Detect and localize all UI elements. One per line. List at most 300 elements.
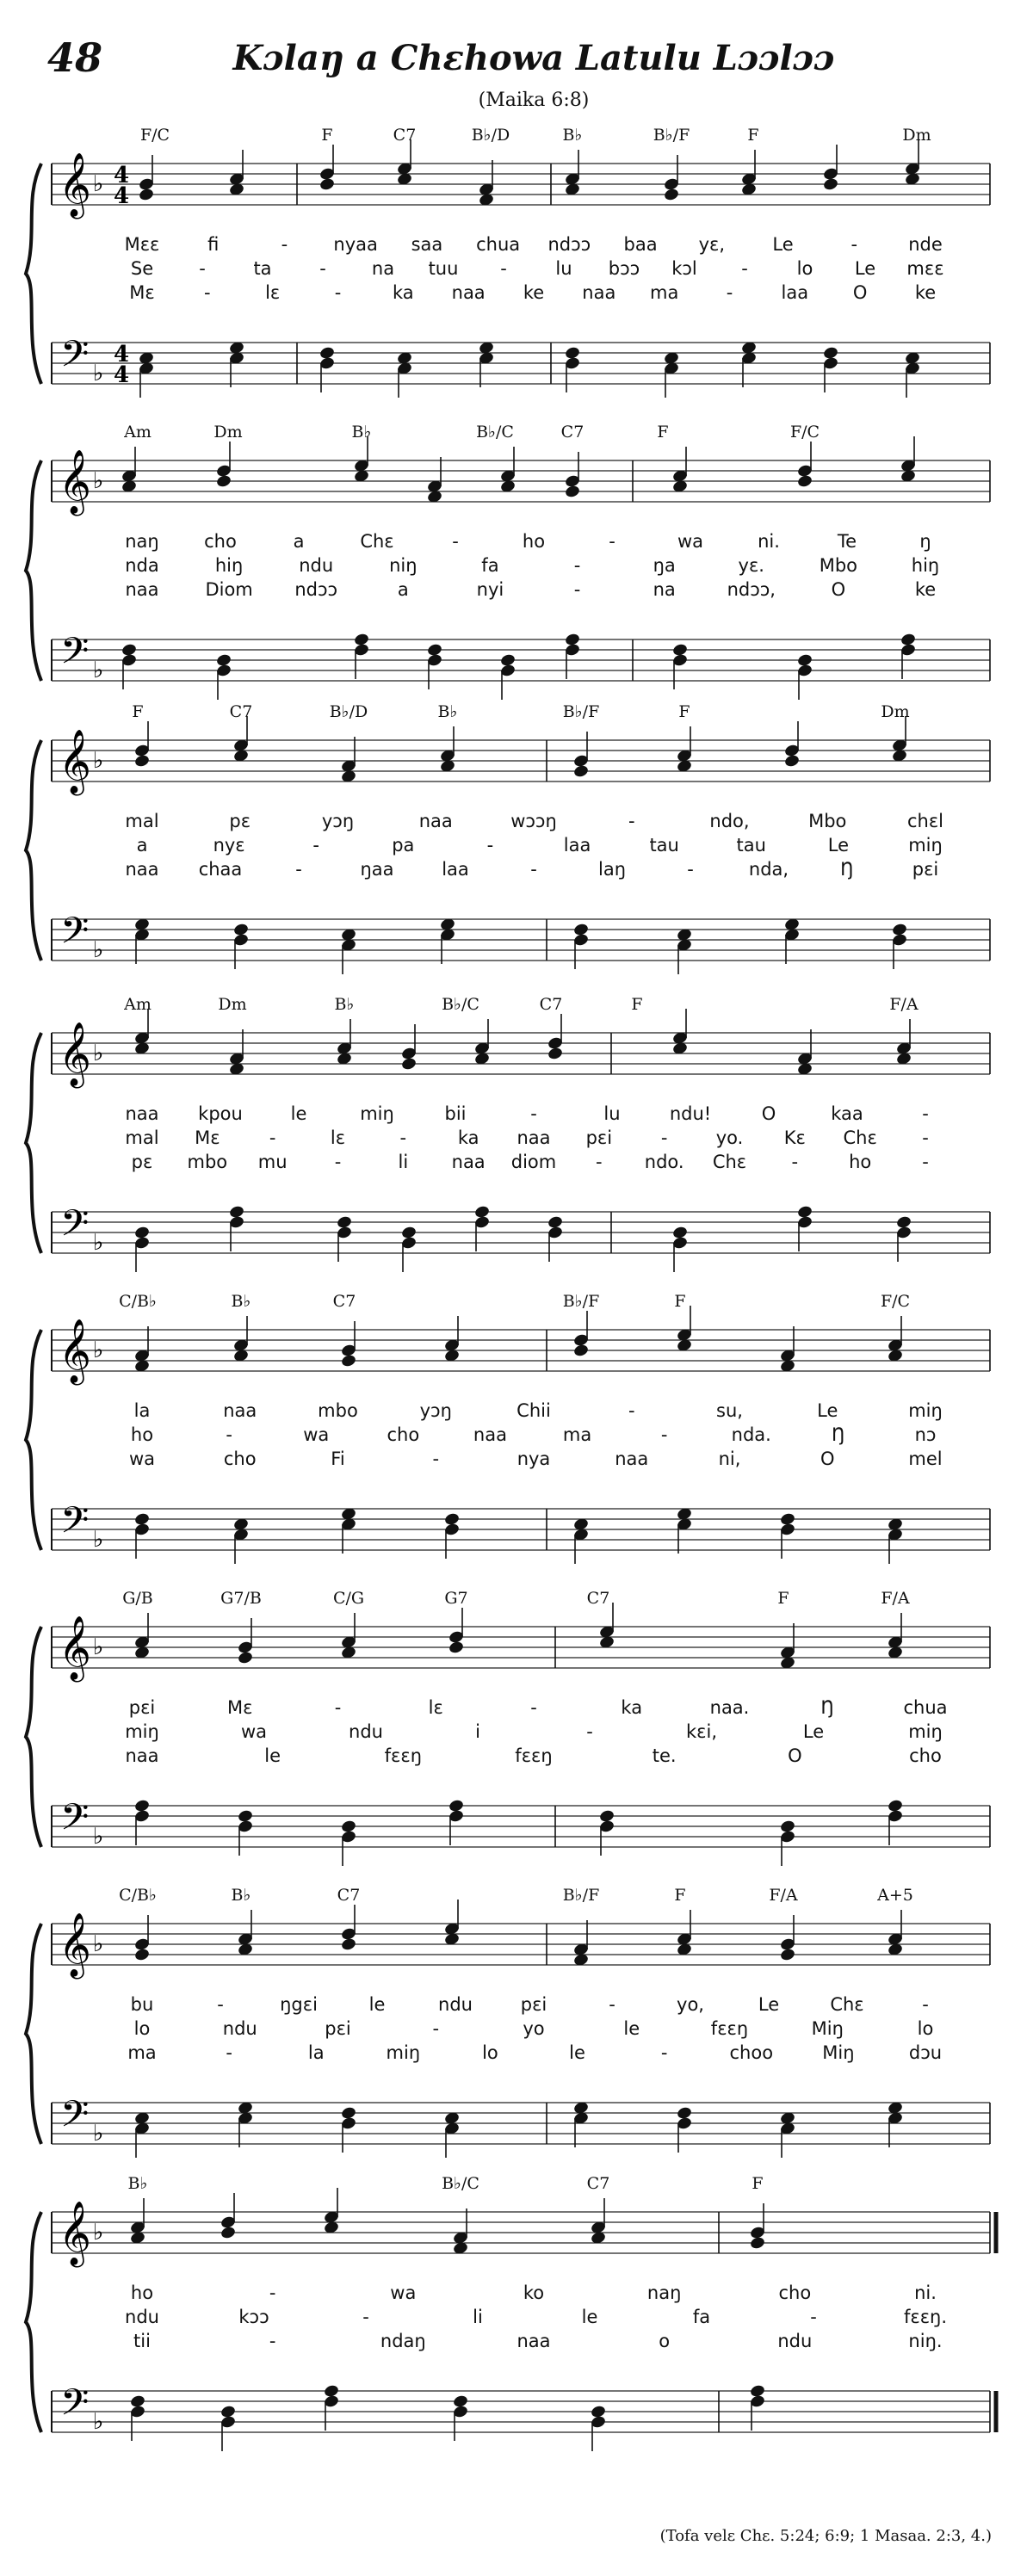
lyric-verse-1: lɛ	[428, 1697, 443, 1718]
lyric-verse-1: yɔŋ	[419, 1400, 452, 1421]
treble-clef-icon: 𝄞	[59, 450, 91, 514]
lyric-verse-2: kɔɔ	[238, 2307, 269, 2327]
note-head	[340, 2106, 356, 2121]
note-head	[129, 2394, 145, 2409]
treble-clef-icon: 𝄞	[59, 153, 91, 217]
music-system-7	[0, 1886, 1033, 2173]
chord-symbol: G/B	[122, 1589, 153, 1608]
lyric-verse-3: O	[788, 1745, 802, 1766]
chord-symbol: B♭/F	[562, 1292, 600, 1311]
chord-symbol: C/B♭	[119, 1292, 157, 1311]
lyric-verse-2: mɛɛ	[906, 258, 944, 279]
lyric-verse-3: -	[922, 1152, 929, 1172]
lyric-verse-3: laa	[781, 282, 809, 303]
key-flat-icon: ♭	[93, 171, 104, 197]
lyric-verse-3: mel	[908, 1449, 943, 1469]
key-flat-icon: ♭	[93, 1230, 104, 1256]
chord-symbol: B♭/C	[476, 423, 514, 442]
lyric-verse-1: kpou	[198, 1103, 243, 1124]
lyric-verse-2: -	[269, 1127, 276, 1148]
lyric-verse-2: Chɛ	[843, 1127, 877, 1148]
lyric-verse-3: Chɛ	[712, 1152, 747, 1172]
lyric-verse-1: -	[922, 1103, 929, 1124]
lyric-verse-2: ta	[253, 258, 272, 279]
note-head	[228, 1205, 244, 1220]
lyric-verse-1: -	[922, 1994, 929, 2015]
lyric-verse-2: Le	[827, 835, 850, 856]
lyric-verse-1: nyaa	[333, 234, 378, 255]
lyric-verse-2: pɛi	[325, 2018, 351, 2039]
lyric-verse-1: su,	[716, 1400, 743, 1421]
time-signature-top: 4	[114, 342, 130, 368]
lyric-verse-1: naa	[125, 1103, 159, 1124]
lyric-verse-3: ma	[649, 282, 679, 303]
lyric-verse-2: lo	[133, 2018, 151, 2039]
note-head	[590, 2405, 606, 2419]
bass-clef-icon: 𝄢	[60, 630, 90, 682]
lyric-verse-3: -	[204, 282, 211, 303]
lyric-verse-2: mal	[125, 1127, 159, 1148]
lyric-verse-2: pɛi	[585, 1127, 613, 1148]
chord-symbol: B♭	[437, 702, 458, 721]
note-head	[133, 1799, 150, 1813]
lyric-verse-1: mal	[125, 811, 159, 831]
lyric-verse-1: la	[133, 1400, 151, 1421]
lyric-verse-3: nda,	[748, 859, 789, 880]
lyric-verse-1: pɛi	[128, 1697, 156, 1718]
lyric-verse-1: chɛl	[906, 811, 944, 831]
system-brace	[26, 1330, 41, 1550]
lyric-verse-2: Mbo	[819, 555, 858, 576]
staff-graphics	[0, 1295, 1033, 1579]
lyric-verse-1: chua	[903, 1697, 948, 1718]
bass-clef-icon: 𝄢	[60, 2093, 90, 2145]
lyric-verse-2: -	[399, 1127, 407, 1148]
lyric-verse-3: ke	[914, 282, 937, 303]
lyric-verse-2: -	[319, 258, 326, 279]
lyric-verse-2: kɛi,	[685, 1721, 718, 1742]
chord-symbol: F/A	[889, 995, 919, 1014]
lyric-verse-3: le	[569, 2042, 585, 2063]
lyric-verse-3: o	[659, 2331, 671, 2351]
lyric-verse-2: miŋ	[908, 1721, 943, 1742]
system-brace	[26, 2212, 41, 2432]
lyric-verse-2: wa	[303, 1424, 330, 1445]
lyric-verse-2: -	[500, 258, 507, 279]
note-head	[220, 2405, 236, 2419]
note-head	[133, 1226, 150, 1240]
bass-clef-icon: 𝄢	[60, 1202, 90, 1254]
lyric-verse-1: kaa	[831, 1103, 863, 1124]
lyric-verse-1: -	[530, 1697, 537, 1718]
note-head	[779, 1512, 795, 1527]
hymn-number: 48	[47, 34, 103, 81]
note-head	[572, 923, 589, 937]
lyric-verse-2: ndu	[222, 2018, 257, 2039]
lyric-verse-2: -	[199, 258, 206, 279]
chord-symbol: B♭/C	[442, 995, 479, 1014]
lyric-verse-2: -	[486, 835, 494, 856]
lyric-verse-3: O	[852, 282, 868, 303]
lyric-verse-3: a	[397, 579, 409, 600]
lyric-verse-1: -	[628, 811, 635, 831]
lyric-verse-1: bu	[130, 1994, 154, 2015]
lyric-verse-1: fi	[207, 234, 220, 255]
chord-symbol: C7	[560, 423, 585, 442]
chord-symbol: F	[747, 126, 759, 145]
lyric-verse-3: naa	[125, 1745, 159, 1766]
time-signature-bottom: 4	[114, 362, 130, 388]
lyric-verse-1: ho	[522, 531, 546, 552]
lyric-verse-1: ndɔɔ	[547, 234, 591, 255]
key-flat-icon: ♭	[93, 1931, 104, 1957]
lyric-verse-2: le	[623, 2018, 640, 2039]
lyric-verse-3: cho	[223, 1449, 257, 1469]
lyric-verse-3: laŋ	[597, 859, 627, 880]
chord-symbol: F/A	[881, 1589, 910, 1608]
chord-symbol: C7	[393, 126, 417, 145]
lyric-verse-3: ke	[914, 579, 937, 600]
lyric-verse-3: Miŋ	[822, 2042, 855, 2063]
lyric-verse-2: Miŋ	[811, 2018, 844, 2039]
chord-symbol: Dm	[902, 126, 931, 145]
key-flat-icon: ♭	[93, 468, 104, 494]
staff-graphics	[0, 129, 1033, 413]
lyric-verse-3: naa	[516, 2331, 551, 2351]
chord-symbol: Am	[124, 995, 152, 1014]
lyric-verse-2: laa	[563, 835, 591, 856]
note-head	[323, 2384, 339, 2399]
lyric-verse-1: nde	[908, 234, 943, 255]
lyric-verse-3: -	[660, 2042, 668, 2063]
lyric-verse-1: naa.	[709, 1697, 750, 1718]
chord-symbol: B♭	[562, 126, 583, 145]
note-head	[671, 1226, 688, 1240]
lyric-verse-2: tau	[736, 835, 766, 856]
chord-symbol: B♭	[231, 1886, 251, 1905]
note-head	[891, 923, 907, 937]
lyric-verse-2: miŋ	[908, 835, 943, 856]
chord-symbol: F	[321, 126, 333, 145]
lyric-verse-3: lɛ	[265, 282, 281, 303]
lyric-verse-3: -	[226, 2042, 232, 2063]
lyric-verse-1: miŋ	[908, 1400, 943, 1421]
note-head	[749, 2384, 765, 2399]
lyric-verse-1: naa	[418, 811, 453, 831]
bass-clef-icon: 𝄢	[60, 1796, 90, 1848]
lyric-verse-2: -	[312, 835, 320, 856]
key-flat-icon: ♭	[93, 1527, 104, 1553]
lyric-verse-1: -	[628, 1400, 635, 1421]
lyric-verse-2: -	[660, 1127, 668, 1148]
chord-symbol: Dm	[213, 423, 243, 442]
lyric-verse-2: naa	[516, 1127, 551, 1148]
key-flat-icon: ♭	[93, 361, 104, 386]
lyric-verse-3: ndɔɔ	[294, 579, 338, 600]
note-head	[473, 1205, 490, 1220]
music-system-5	[0, 1292, 1033, 1579]
note-head	[319, 346, 335, 361]
lyric-verse-1: baa	[623, 234, 658, 255]
lyric-verse-1: -	[334, 1697, 342, 1718]
lyric-verse-3: ŋaa	[360, 859, 394, 880]
chord-symbol: F/C	[139, 126, 170, 145]
lyric-verse-2: miŋ	[125, 1721, 159, 1742]
lyric-verse-2: -	[922, 1127, 929, 1148]
lyric-verse-3: lo	[482, 2042, 498, 2063]
lyric-verse-3: naa	[582, 282, 616, 303]
lyric-verse-2: niŋ	[389, 555, 418, 576]
chord-symbol: G7	[444, 1589, 468, 1608]
note-head	[564, 633, 580, 647]
lyric-verse-3: fɛɛŋ	[384, 1745, 423, 1766]
note-head	[232, 923, 249, 937]
chord-symbol: C7	[586, 1589, 610, 1608]
chord-symbol: F	[657, 423, 669, 442]
music-system-6	[0, 1589, 1033, 1876]
chord-symbol: B♭	[231, 1292, 251, 1311]
lyric-verse-1: -	[452, 531, 459, 552]
system-brace	[26, 1033, 41, 1253]
lyric-verse-1: -	[281, 234, 288, 255]
lyric-verse-1: lu	[603, 1103, 621, 1124]
chord-symbol: B♭/D	[329, 702, 368, 721]
treble-clef-icon: 𝄞	[59, 1022, 91, 1086]
lyric-verse-1: Mbo	[808, 811, 847, 831]
lyric-verse-2: fa	[481, 555, 499, 576]
chord-symbol: F	[674, 1886, 686, 1905]
lyric-verse-1: bii	[444, 1103, 467, 1124]
chord-symbol: Dm	[218, 995, 247, 1014]
note-head	[336, 1215, 352, 1230]
lyric-verse-2: hiŋ	[214, 555, 244, 576]
lyric-verse-2: -	[586, 1721, 593, 1742]
system-brace	[26, 460, 41, 681]
lyric-verse-3: ma	[127, 2042, 157, 2063]
lyric-verse-1: pɛi	[520, 1994, 547, 2015]
note-head	[598, 1809, 615, 1824]
lyric-verse-1: mbo	[318, 1400, 358, 1421]
lyric-verse-2: -	[660, 1424, 668, 1445]
lyric-verse-2: lu	[555, 258, 572, 279]
treble-clef-icon: 𝄞	[59, 1616, 91, 1680]
lyric-verse-3: -	[334, 282, 342, 303]
treble-clef-icon: 𝄞	[59, 2202, 91, 2265]
lyric-verse-1: Chɛ	[830, 1994, 864, 2015]
chord-symbol: C7	[332, 1292, 356, 1311]
lyric-verse-1: Chɛ	[360, 531, 394, 552]
note-head	[499, 653, 516, 668]
lyric-verse-2: ndu	[299, 555, 334, 576]
lyric-verse-2: yo.	[715, 1127, 744, 1148]
note-head	[796, 653, 813, 668]
cross-reference-footer: (Tofa velɛ Chɛ. 5:24; 6:9; 1 Masaa. 2:3, 4.)	[659, 2527, 992, 2545]
lyric-verse-1: ni.	[914, 2283, 937, 2303]
chord-symbol: A+5	[877, 1886, 913, 1905]
lyric-verse-1: miŋ	[360, 1103, 394, 1124]
lyric-verse-1: cho	[204, 531, 237, 552]
lyric-verse-2: Se	[130, 258, 154, 279]
lyric-verse-3: laa	[442, 859, 469, 880]
lyric-verse-2: Le	[854, 258, 876, 279]
note-head	[895, 1215, 912, 1230]
lyric-verse-3: Diom	[205, 579, 253, 600]
chord-symbol: B♭	[127, 2174, 148, 2193]
treble-clef-icon: 𝄞	[59, 1319, 91, 1383]
chord-symbol: Am	[124, 423, 152, 442]
lyric-verse-3: -	[596, 1152, 603, 1172]
note-head	[443, 1512, 460, 1527]
note-head	[448, 1799, 464, 1813]
lyric-verse-3: te.	[652, 1745, 677, 1766]
chord-symbol: Dm	[881, 702, 910, 721]
chord-symbol: C7	[337, 1886, 361, 1905]
lyric-verse-3: wa	[128, 1449, 156, 1469]
key-flat-icon: ♭	[93, 2409, 104, 2435]
lyric-verse-2: kɔl	[671, 258, 697, 279]
lyric-verse-1: ndo,	[709, 811, 750, 831]
lyric-verse-3: Fi	[331, 1449, 345, 1469]
lyric-verse-3: chaa	[198, 859, 243, 880]
note-head	[215, 653, 232, 668]
music-system-3	[0, 702, 1033, 990]
lyric-verse-3: niŋ.	[908, 2331, 943, 2351]
lyric-verse-3: mbo	[187, 1152, 228, 1172]
lyric-verse-3: -	[726, 282, 733, 303]
lyric-verse-2: nda	[125, 555, 159, 576]
chord-symbol: F	[674, 1292, 686, 1311]
lyric-verse-2: -	[226, 1424, 232, 1445]
chord-symbol: F/C	[880, 1292, 911, 1311]
key-flat-icon: ♭	[93, 937, 104, 963]
lyric-verse-1: a	[293, 531, 305, 552]
key-flat-icon: ♭	[93, 1634, 104, 1660]
lyric-verse-1: ŋ	[919, 531, 931, 552]
lyric-verse-2: li	[473, 2307, 483, 2327]
lyric-verse-1: Te	[837, 531, 857, 552]
lyric-verse-2: fɛɛŋ.	[903, 2307, 948, 2327]
lyric-verse-2: ho	[130, 1424, 154, 1445]
bass-clef-icon: 𝄢	[60, 2381, 90, 2433]
key-flat-icon: ♭	[93, 658, 104, 683]
lyric-verse-1: Chii	[516, 1400, 551, 1421]
chord-symbol: F	[631, 995, 643, 1014]
lyric-verse-2: lo	[796, 258, 813, 279]
chord-symbol: B♭/F	[562, 1886, 600, 1905]
chord-symbol: B♭/C	[442, 2174, 479, 2193]
lyric-verse-3: ho	[849, 1152, 872, 1172]
note-head	[426, 643, 442, 658]
lyric-verse-3: choo	[729, 2042, 774, 2063]
lyric-verse-3: Mɛ	[129, 282, 155, 303]
chord-symbol: B♭	[334, 995, 355, 1014]
bass-clef-icon: 𝄢	[60, 333, 90, 385]
lyric-verse-2: pa	[392, 835, 415, 856]
lyric-verse-2: fɛɛŋ	[710, 2018, 749, 2039]
lyric-verse-3: le	[264, 1745, 281, 1766]
lyric-verse-3: cho	[909, 1745, 942, 1766]
lyric-verse-3: naa	[125, 579, 159, 600]
lyric-verse-2: nyɛ	[213, 835, 245, 856]
lyric-verse-3: fɛɛŋ	[515, 1745, 553, 1766]
lyric-verse-1: saa	[411, 234, 443, 255]
lyric-verse-2: Ŋ	[832, 1424, 845, 1445]
lyric-verse-3: -	[269, 2331, 276, 2351]
lyric-verse-3: nyi	[476, 579, 504, 600]
scripture-reference: (Maika 6:8)	[478, 90, 590, 111]
lyric-verse-1: chua	[476, 234, 521, 255]
lyric-verse-3: -	[295, 859, 302, 880]
lyric-verse-3: nya	[516, 1449, 551, 1469]
lyric-verse-2: ndu	[125, 2307, 159, 2327]
lyric-verse-3: -	[687, 859, 694, 880]
chord-symbol: F/A	[769, 1886, 798, 1905]
lyric-verse-1: yɛ,	[698, 234, 726, 255]
lyric-verse-1: ka	[621, 1697, 643, 1718]
key-flat-icon: ♭	[93, 2121, 104, 2147]
lyric-verse-2: lɛ	[330, 1127, 346, 1148]
lyric-verse-3: miŋ	[386, 2042, 421, 2063]
lyric-verse-1: -	[609, 531, 615, 552]
lyric-verse-1: -	[217, 1994, 224, 2015]
note-head	[671, 643, 688, 658]
note-head	[353, 633, 369, 647]
music-system-8	[0, 2174, 1033, 2462]
lyric-verse-3: -	[573, 579, 581, 600]
bass-clef-icon: 𝄢	[60, 910, 90, 961]
lyric-verse-1: naŋ	[125, 531, 159, 552]
lyric-verse-2: le	[581, 2307, 598, 2327]
system-brace	[26, 164, 41, 384]
lyric-verse-3: naa	[615, 1449, 649, 1469]
note-head	[900, 633, 916, 647]
chord-symbol: C/B♭	[119, 1886, 157, 1905]
chord-symbol: G7/B	[220, 1589, 262, 1608]
lyric-verse-3: ndu	[777, 2331, 813, 2351]
lyric-verse-1: Mɛɛ	[124, 234, 160, 255]
lyric-verse-2: cho	[387, 1424, 420, 1445]
chord-symbol: B♭/F	[562, 702, 600, 721]
lyric-verse-2: ma	[562, 1424, 592, 1445]
lyric-verse-3: -	[334, 1152, 342, 1172]
lyric-verse-1: yo,	[677, 1994, 704, 2015]
lyric-verse-2: lo	[917, 2018, 934, 2039]
lyric-verse-1: -	[609, 1994, 615, 2015]
lyric-verse-3: ni,	[718, 1449, 741, 1469]
key-flat-icon: ♭	[93, 1041, 104, 1066]
lyric-verse-3: O	[820, 1449, 835, 1469]
note-head	[887, 1799, 903, 1813]
staff-graphics	[0, 1889, 1033, 2173]
lyric-verse-3: dɔu	[908, 2042, 943, 2063]
lyric-verse-2: -	[810, 2307, 817, 2327]
lyric-verse-3: naa	[451, 1152, 486, 1172]
note-head	[121, 643, 137, 658]
lyric-verse-3: naa	[125, 859, 159, 880]
hymn-title: Kɔlaŋ a Chɛhowa Latulu Lɔɔlɔɔ	[232, 38, 835, 78]
lyric-verse-1: ko	[523, 2283, 545, 2303]
lyric-verse-3: ndɔɔ,	[727, 579, 776, 600]
lyric-verse-1: Ŋ	[820, 1697, 835, 1718]
lyric-verse-2: yɛ.	[738, 555, 764, 576]
note-head	[400, 1226, 417, 1240]
chord-symbol: F/C	[789, 423, 820, 442]
system-brace	[26, 1924, 41, 2144]
lyric-verse-1: Le	[772, 234, 794, 255]
time-signature-top: 4	[114, 163, 130, 188]
lyric-verse-1: -	[530, 1103, 537, 1124]
lyric-verse-2: ndu	[349, 1721, 383, 1742]
